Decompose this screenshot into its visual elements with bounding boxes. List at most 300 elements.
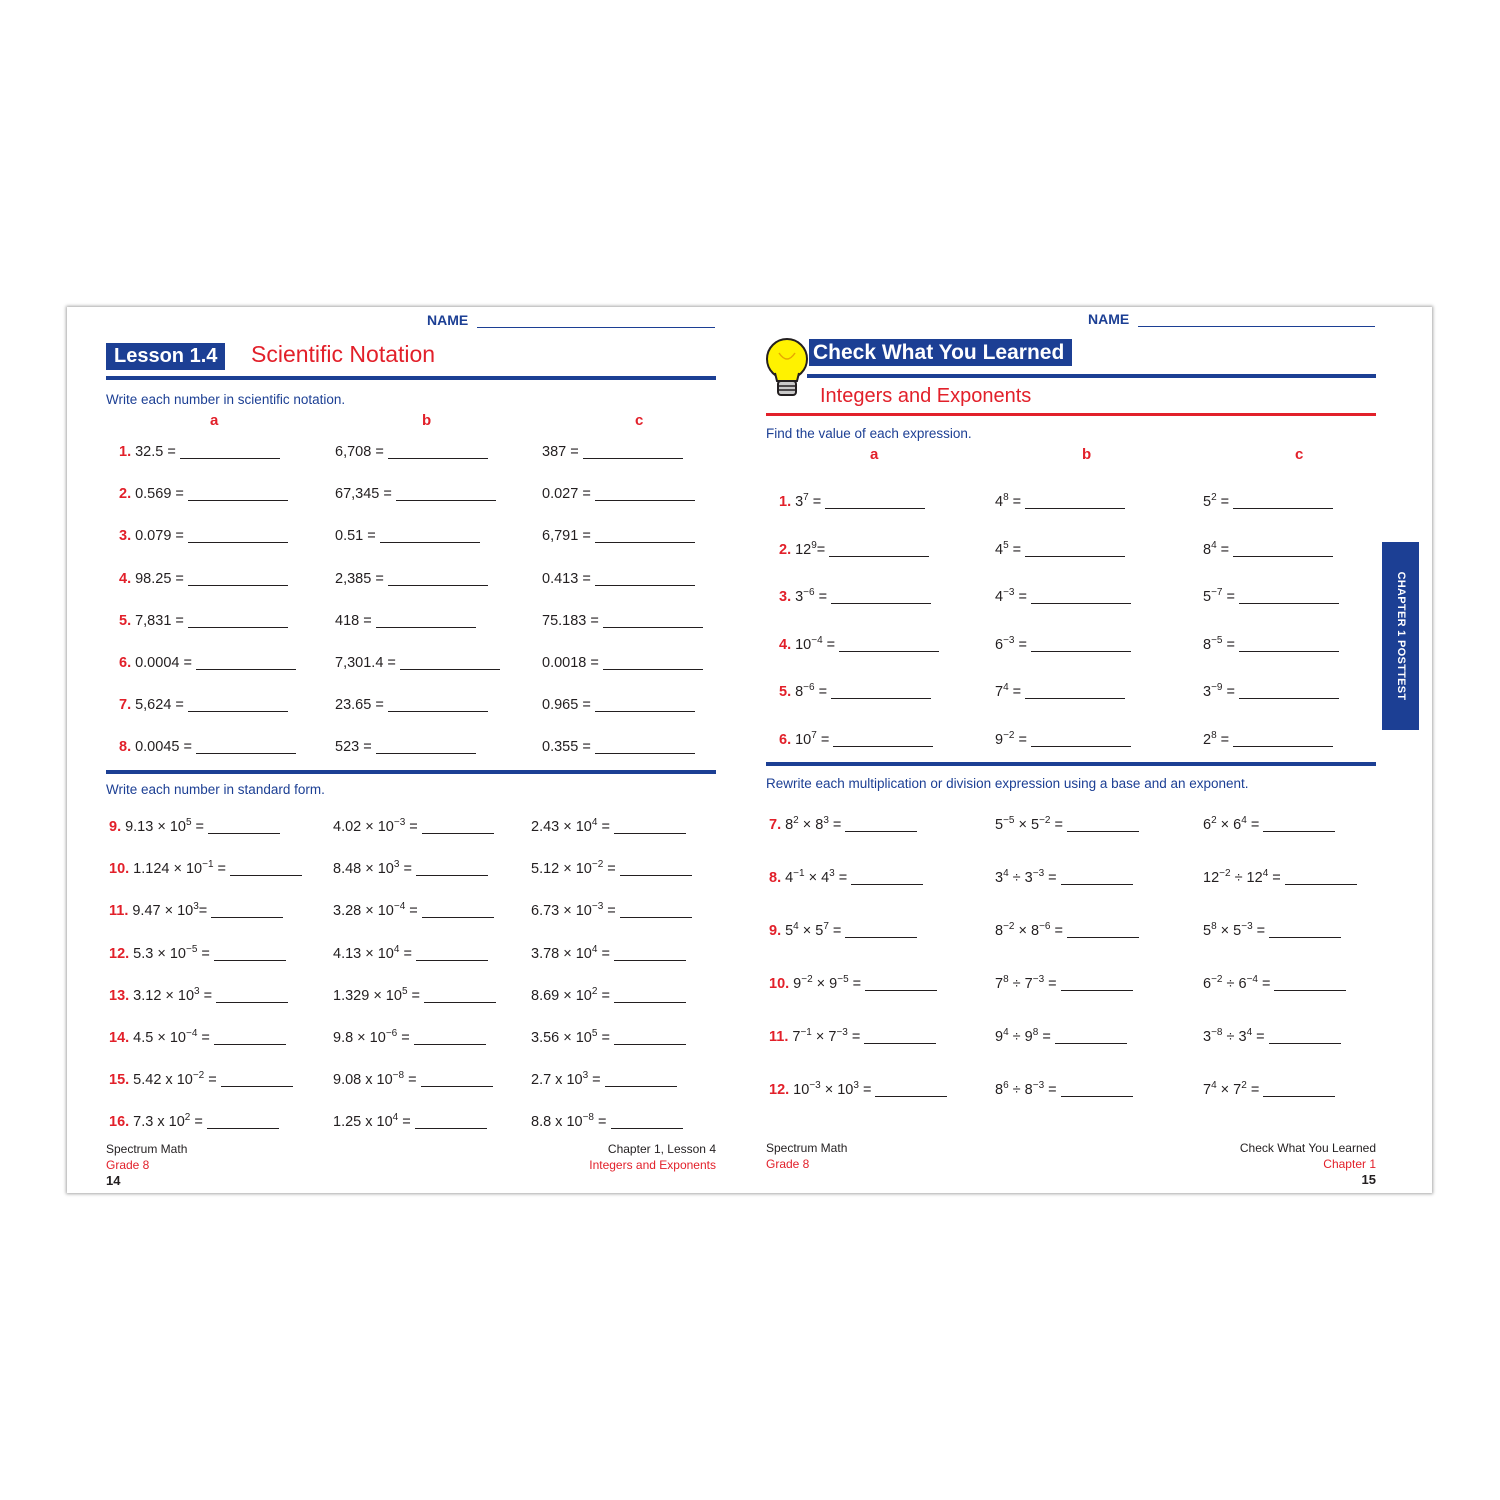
answer-blank[interactable]: [1067, 819, 1139, 832]
header-rule-left: [106, 376, 716, 380]
chapter-posttest-tab: [1382, 542, 1419, 730]
left-problem-14-a: [109, 1028, 286, 1048]
right-problem-12-c: [1203, 1080, 1335, 1100]
right-problem-8-a: [769, 868, 923, 888]
answer-blank[interactable]: [188, 615, 288, 628]
right-problem-11-a: [769, 1027, 936, 1047]
problem-number: 7.: [119, 697, 132, 714]
left-problem-8-b: [335, 737, 476, 757]
problem-number: 4.: [119, 570, 132, 587]
left-problem-13-c: [531, 986, 686, 1006]
answer-blank[interactable]: [376, 741, 476, 754]
answer-blank[interactable]: [388, 699, 488, 712]
right-problem-6-a: [779, 730, 933, 750]
subtitle-rule-right: [766, 413, 1376, 416]
expression: $7^8 \div 7^{-3}$ =: [995, 974, 1057, 992]
expression: $8^{-5}$ =: [1203, 634, 1235, 653]
section-rule-left: [106, 770, 716, 774]
answer-blank[interactable]: [831, 686, 931, 699]
expression: 5.42 x $10^{-2}$ =: [133, 1070, 217, 1089]
answer-blank[interactable]: [196, 741, 296, 754]
answer-blank[interactable]: [595, 488, 695, 501]
expression: $8^2 \times 8^3$ =: [785, 815, 842, 833]
answer-blank[interactable]: [831, 591, 931, 604]
answer-blank[interactable]: [1025, 544, 1125, 557]
expression: 0.079 =: [135, 528, 184, 545]
footer-left: [106, 1141, 187, 1189]
footer-book-left: Spectrum Math: [106, 1142, 188, 1156]
right-problem-11-c: [1203, 1027, 1341, 1047]
problem-number: 8.: [769, 870, 782, 886]
left-problem-10-a: [109, 859, 302, 879]
expression: $9^4 \div 9^8$ =: [995, 1027, 1051, 1045]
footer-grade-right: Grade 8: [766, 1157, 810, 1171]
footer-grade-left: Grade 8: [106, 1158, 150, 1172]
answer-blank[interactable]: [1233, 496, 1333, 509]
expression: $1.329 \times 10^5$ =: [333, 985, 421, 1004]
expression: 8.8 x $10^{-8}$ =: [531, 1112, 607, 1131]
expression: $9.13 \times 10^5$ =: [125, 817, 205, 835]
problem-number: 8.: [119, 739, 132, 756]
expression: $3.56 \times 10^5$ =: [531, 1028, 610, 1046]
left-problem-3-c: [542, 526, 695, 546]
expression: $1.124 \times 10^{-1}$ =: [133, 859, 227, 878]
expression: 32.5 =: [135, 444, 176, 460]
lesson-title: Scientific Notation: [251, 341, 436, 367]
answer-blank[interactable]: [614, 821, 686, 834]
expression: 0.027 =: [542, 486, 591, 503]
answer-blank[interactable]: [1239, 639, 1339, 652]
answer-blank[interactable]: [221, 1074, 293, 1087]
answer-blank[interactable]: [388, 573, 488, 586]
right-problem-5-c: [1203, 682, 1339, 702]
expression: $3^7$ =: [795, 492, 822, 510]
expression: $6^{-3}$ =: [995, 634, 1027, 653]
left-problem-11-b: [333, 901, 494, 921]
left-problem-7-c: [542, 695, 695, 715]
answer-blank[interactable]: [388, 446, 488, 459]
problem-number: 6.: [779, 731, 792, 748]
answer-blank[interactable]: [829, 544, 929, 557]
answer-blank[interactable]: [603, 657, 703, 670]
left-problem-1-c: [542, 442, 683, 462]
left-problem-14-b: [333, 1028, 486, 1048]
expression: 0.0045 =: [135, 739, 192, 756]
answer-blank[interactable]: [1025, 686, 1125, 699]
problem-number: 3.: [119, 528, 132, 545]
answer-blank[interactable]: [188, 699, 288, 712]
left-problem-11-c: [531, 901, 692, 921]
problem-number: 10.: [109, 861, 130, 878]
expression: 0.0018 =: [542, 655, 599, 671]
left-problem-8-a: [119, 737, 296, 757]
problem-number: 10.: [769, 976, 790, 992]
problem-number: 11.: [769, 1029, 789, 1045]
answer-blank[interactable]: [416, 863, 488, 876]
answer-blank[interactable]: [1031, 591, 1131, 604]
right-problem-3-b: [995, 587, 1131, 607]
left-problem-4-a: [119, 569, 288, 589]
expression: $8^{-2} \times 8^{-6}$ =: [995, 921, 1063, 939]
right-problem-7-b: [995, 815, 1139, 835]
lightbulb-icon: [763, 335, 813, 403]
problem-number: 16.: [109, 1114, 130, 1131]
problem-number: 15.: [109, 1072, 130, 1089]
expression: 7.3 x $10^2$ =: [133, 1112, 203, 1131]
answer-blank[interactable]: [216, 990, 288, 1003]
expression: $9.47 \times 10^3=$: [132, 901, 208, 920]
expression: 2,385 =: [335, 570, 384, 587]
answer-blank[interactable]: [1263, 1084, 1335, 1097]
expression: $5^4 \times 5^7$ =: [785, 921, 842, 939]
answer-blank[interactable]: [851, 872, 923, 885]
problem-number: 9.: [769, 923, 782, 939]
expression: $4.5 \times 10^{-4}$ =: [133, 1028, 210, 1046]
answer-blank[interactable]: [583, 446, 683, 459]
left-problem-6-a: [119, 653, 296, 673]
expression: 75.183 =: [542, 612, 599, 629]
answer-blank[interactable]: [1239, 591, 1339, 604]
expression: 5,624 =: [135, 697, 184, 714]
column-b-right: b: [1082, 446, 1092, 463]
left-problem-9-a: [109, 817, 280, 837]
left-problem-15-a: [109, 1070, 293, 1090]
left-problem-6-b: [335, 653, 500, 673]
column-a-left: a: [210, 412, 219, 429]
footer-left-of-right: [766, 1140, 847, 1172]
left-problem-1-a: [119, 442, 280, 462]
problem-number: 7.: [769, 817, 782, 833]
answer-blank[interactable]: [416, 948, 488, 961]
expression: 0.0004 =: [135, 655, 192, 671]
right-problem-4-b: [995, 635, 1131, 655]
answer-blank[interactable]: [1031, 639, 1131, 652]
answer-blank[interactable]: [207, 1116, 279, 1129]
answer-blank[interactable]: [1031, 734, 1131, 747]
right-problem-8-c: [1203, 868, 1357, 888]
instruction-standard: Write each number in standard form.: [106, 782, 325, 797]
answer-blank[interactable]: [620, 905, 692, 918]
problem-number: 5.: [119, 612, 132, 629]
left-problem-4-c: [542, 569, 695, 589]
left-problem-3-b: [335, 526, 480, 546]
answer-blank[interactable]: [188, 573, 288, 586]
expression: $4^5$ =: [995, 539, 1022, 558]
expression: $9^{-2} \times 9^{-5}$ =: [793, 974, 862, 992]
left-problem-12-a: [109, 944, 286, 964]
left-problem-2-a: [119, 484, 288, 504]
left-problem-13-b: [333, 986, 496, 1006]
instruction-find-value: Find the value of each expression.: [766, 426, 972, 441]
expression: $4^8$ =: [995, 492, 1022, 510]
expression: $5^{-7}$ =: [1203, 587, 1235, 605]
chapter-posttest-label: CHAPTER 1 POSTTEST: [1394, 571, 1407, 701]
answer-blank[interactable]: [180, 446, 280, 459]
answer-blank[interactable]: [1055, 1031, 1127, 1044]
expression: $8^6 \div 8^{-3}$ =: [995, 1080, 1057, 1098]
answer-blank[interactable]: [1274, 978, 1346, 991]
answer-blank[interactable]: [1269, 1031, 1341, 1044]
problem-number: 6.: [119, 655, 132, 671]
name-label-left: NAME: [427, 312, 469, 328]
expression: $5^{-5} \times 5^{-2}$ =: [995, 815, 1063, 833]
answer-blank[interactable]: [214, 948, 286, 961]
problem-number: 11.: [109, 903, 129, 920]
expression: 98.25 =: [135, 570, 184, 587]
answer-blank[interactable]: [421, 1074, 493, 1087]
expression: 0.355 =: [542, 739, 591, 756]
right-problem-2-c: [1203, 540, 1333, 560]
answer-blank[interactable]: [614, 990, 686, 1003]
column-b-left: b: [422, 412, 432, 429]
footer-right-of-left: [516, 1141, 716, 1173]
answer-blank[interactable]: [845, 819, 917, 832]
expression: 0.569 =: [135, 486, 184, 503]
answer-blank[interactable]: [603, 615, 703, 628]
answer-blank[interactable]: [415, 1116, 487, 1129]
expression: $8^{-6}$ =: [795, 682, 828, 700]
expression: 0.413 =: [542, 570, 591, 587]
answer-blank[interactable]: [605, 1074, 677, 1087]
right-problem-3-a: [779, 587, 931, 607]
section-rule-right: [766, 762, 1376, 766]
answer-blank[interactable]: [595, 530, 695, 543]
answer-blank[interactable]: [611, 1116, 683, 1129]
left-problem-2-b: [335, 484, 496, 504]
right-problem-8-b: [995, 868, 1133, 888]
expression: $4.02 \times 10^{-3}$ =: [333, 817, 418, 835]
answer-blank[interactable]: [188, 530, 288, 543]
expression: 418 =: [335, 612, 372, 629]
problem-number: 3.: [779, 589, 792, 605]
footer-right: [1176, 1140, 1376, 1188]
expression: $8^4$ =: [1203, 539, 1230, 558]
problem-number: 5.: [779, 684, 792, 700]
left-problem-15-c: [531, 1070, 677, 1090]
expression: $5^2$ =: [1203, 492, 1230, 510]
left-problem-9-b: [333, 817, 494, 837]
expression: $7^4$ =: [995, 682, 1022, 700]
expression: 2.7 x $10^3$ =: [531, 1070, 601, 1089]
answer-blank[interactable]: [422, 821, 494, 834]
right-problem-6-b: [995, 730, 1131, 750]
left-problem-11-a: [109, 901, 283, 921]
left-problem-10-b: [333, 859, 488, 879]
expression: $6^2 \times 6^4$ =: [1203, 815, 1260, 833]
expression: 9.08 x $10^{-8}$ =: [333, 1070, 417, 1089]
answer-blank[interactable]: [595, 573, 695, 586]
name-label-right: NAME: [1088, 311, 1130, 327]
problem-number: 12.: [109, 945, 130, 962]
answer-blank[interactable]: [396, 488, 496, 501]
answer-blank[interactable]: [1233, 734, 1333, 747]
expression: $10^{-3} \times 10^3$ =: [793, 1080, 872, 1098]
expression: $3.78 \times 10^4$ =: [531, 943, 610, 962]
right-problem-7-c: [1203, 815, 1335, 835]
left-problem-12-b: [333, 944, 488, 964]
expression: $5.12 \times 10^{-2}$ =: [531, 859, 616, 878]
page-number-left: 14: [106, 1173, 121, 1188]
right-problem-1-b: [995, 492, 1125, 512]
expression: 6,708 =: [335, 444, 384, 460]
answer-blank[interactable]: [211, 905, 283, 918]
left-problem-5-a: [119, 611, 288, 631]
answer-blank[interactable]: [400, 657, 500, 670]
answer-blank[interactable]: [833, 734, 933, 747]
right-problem-9-a: [769, 921, 917, 941]
left-problem-9-c: [531, 817, 686, 837]
right-problem-4-c: [1203, 635, 1339, 655]
answer-blank[interactable]: [825, 496, 925, 509]
answer-blank[interactable]: [214, 1032, 286, 1045]
right-problem-7-a: [769, 815, 917, 835]
expression: $7^{-1} \times 7^{-3}$ =: [792, 1027, 861, 1045]
footer-section-right: Check What You Learned: [1239, 1141, 1376, 1155]
problem-number: 2.: [779, 541, 792, 558]
footer-chapter-left: Chapter 1, Lesson 4: [607, 1142, 716, 1156]
problem-number: 9.: [109, 819, 122, 835]
left-problem-3-a: [119, 526, 288, 546]
expression: $10^{-4}$ =: [795, 634, 836, 653]
expression: $8.69 \times 10^2$ =: [531, 985, 610, 1004]
left-problem-7-b: [335, 695, 488, 715]
right-problem-5-a: [779, 682, 931, 702]
answer-blank[interactable]: [208, 821, 280, 834]
workbook-spread: [67, 307, 1432, 1193]
expression: $2.43 \times 10^4$ =: [531, 817, 610, 835]
header-rule-right: [807, 374, 1376, 378]
expression: 6,791 =: [542, 528, 591, 545]
right-problem-9-c: [1203, 921, 1341, 941]
right-problem-5-b: [995, 682, 1125, 702]
answer-blank[interactable]: [1061, 1084, 1133, 1097]
right-problem-9-b: [995, 921, 1139, 941]
answer-blank[interactable]: [1061, 978, 1133, 991]
answer-blank[interactable]: [614, 1032, 686, 1045]
instruction-rewrite: Rewrite each multiplication or division expression using a base and an exponent.: [766, 776, 1249, 791]
answer-blank[interactable]: [188, 488, 288, 501]
left-problem-16-a: [109, 1112, 279, 1132]
expression: 0.51 =: [335, 528, 376, 545]
expression: $9.8 \times 10^{-6}$ =: [333, 1028, 410, 1046]
instruction-scientific: Write each number in scientific notation.: [106, 392, 346, 407]
answer-blank[interactable]: [230, 863, 302, 876]
expression: $3^{-6}$ =: [795, 587, 828, 605]
left-problem-6-c: [542, 653, 703, 673]
expression: $3^4 \div 3^{-3}$ =: [995, 868, 1057, 886]
right-problem-11-b: [995, 1027, 1127, 1047]
expression: $4.13 \times 10^4$ =: [333, 943, 412, 962]
column-a-right: a: [870, 446, 879, 463]
right-problem-3-c: [1203, 587, 1339, 607]
left-problem-4-b: [335, 569, 488, 589]
expression: 523 =: [335, 739, 372, 756]
expression: $4^{-1} \times 4^3$ =: [785, 868, 848, 886]
expression: 7,831 =: [135, 612, 184, 629]
answer-blank[interactable]: [595, 699, 695, 712]
answer-blank[interactable]: [424, 990, 496, 1003]
answer-blank[interactable]: [1263, 819, 1335, 832]
problem-number: 1.: [119, 444, 132, 460]
right-problem-10-c: [1203, 974, 1346, 994]
page-number-right: 15: [1361, 1172, 1376, 1187]
answer-blank[interactable]: [414, 1032, 486, 1045]
answer-blank[interactable]: [1061, 872, 1133, 885]
expression: $12^9=$: [795, 539, 826, 558]
expression: $9^{-2}$ =: [995, 729, 1027, 748]
left-problem-5-c: [542, 611, 703, 631]
footer-chapter-right: Chapter 1: [1323, 1157, 1376, 1171]
problem-number: 13.: [109, 987, 130, 1004]
right-subtitle: Integers and Exponents: [820, 385, 1032, 407]
answer-blank[interactable]: [1269, 925, 1341, 938]
expression: 1.25 x $10^4$ =: [333, 1112, 411, 1131]
left-problem-10-c: [531, 859, 692, 879]
expression: $5^8 \times 5^{-3}$ =: [1203, 921, 1266, 939]
left-problem-8-c: [542, 737, 695, 757]
left-problem-15-b: [333, 1070, 493, 1090]
answer-blank[interactable]: [376, 615, 476, 628]
answer-blank[interactable]: [875, 1084, 947, 1097]
expression: $3.28 \times 10^{-4}$ =: [333, 901, 418, 920]
left-problem-13-a: [109, 986, 288, 1006]
right-problem-12-b: [995, 1080, 1133, 1100]
expression: 387 =: [542, 444, 579, 460]
answer-blank[interactable]: [845, 925, 917, 938]
expression: $10^7$ =: [795, 729, 830, 748]
answer-blank[interactable]: [1239, 686, 1339, 699]
footer-book-right: Spectrum Math: [766, 1141, 848, 1155]
column-c-right: c: [1295, 446, 1304, 463]
answer-blank[interactable]: [196, 657, 296, 670]
answer-blank[interactable]: [614, 948, 686, 961]
answer-blank[interactable]: [1067, 925, 1139, 938]
answer-blank[interactable]: [595, 741, 695, 754]
right-problem-1-a: [779, 492, 925, 512]
expression: $8.48 \times 10^3$ =: [333, 859, 412, 878]
left-problem-5-b: [335, 611, 476, 631]
right-problem-6-c: [1203, 730, 1333, 750]
answer-blank[interactable]: [839, 639, 939, 652]
expression: $4^{-3}$ =: [995, 587, 1027, 605]
name-line-right[interactable]: [1138, 311, 1375, 327]
left-problem-7-a: [119, 695, 288, 715]
expression: 0.965 =: [542, 697, 591, 714]
lesson-label: Lesson 1.4: [106, 343, 225, 370]
right-problem-4-a: [779, 635, 939, 655]
answer-blank[interactable]: [380, 530, 480, 543]
answer-blank[interactable]: [620, 863, 692, 876]
expression: $3.12 \times 10^3$ =: [133, 985, 213, 1004]
answer-blank[interactable]: [864, 1031, 936, 1044]
left-problem-1-b: [335, 442, 488, 462]
answer-blank[interactable]: [1233, 544, 1333, 557]
right-problem-10-b: [995, 974, 1133, 994]
right-problem-2-a: [779, 540, 929, 560]
right-problem-12-a: [769, 1080, 947, 1100]
problem-number: 1.: [779, 494, 792, 510]
expression: $3^{-8} \div 3^4$ =: [1203, 1027, 1265, 1045]
answer-blank[interactable]: [1025, 496, 1125, 509]
name-line-left[interactable]: [477, 312, 715, 328]
column-c-left: c: [635, 412, 644, 429]
answer-blank[interactable]: [422, 905, 494, 918]
expression: $12^{-2} \div 12^4$ =: [1203, 868, 1281, 886]
expression: $6.73 \times 10^{-3}$ =: [531, 901, 616, 920]
answer-blank[interactable]: [1285, 872, 1357, 885]
answer-blank[interactable]: [865, 978, 937, 991]
expression: $5.3 \times 10^{-5}$ =: [133, 943, 210, 962]
